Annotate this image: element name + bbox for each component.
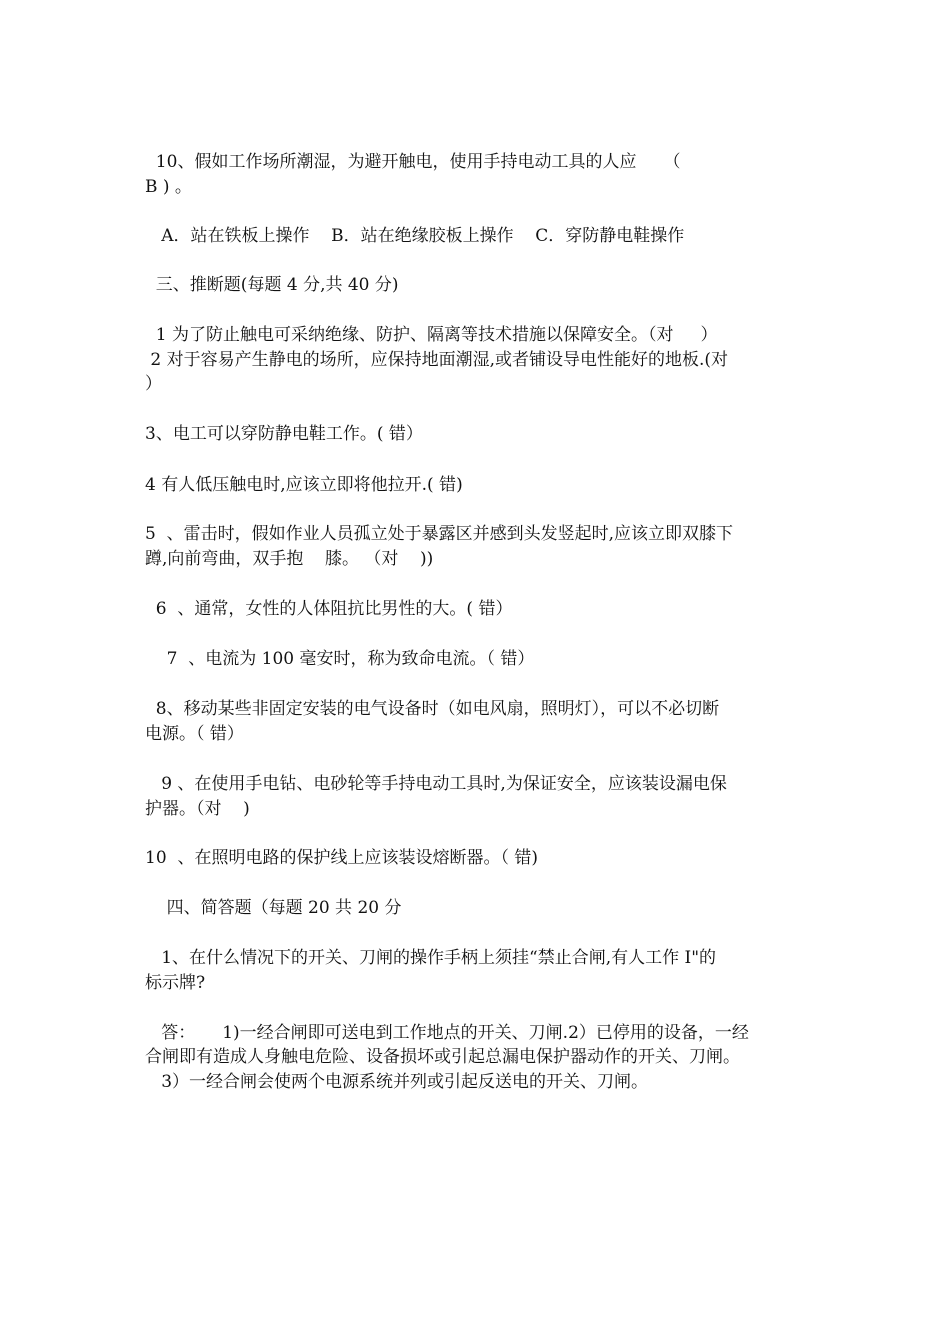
judgment-2-line-1: 2 对于容易产生静电的场所，应保持地面潮湿,或者铺设导电性能好的地板.(对 <box>145 350 729 370</box>
judgment-10: 10 、在照明电路的保护线上应该装设熔断器。（ 错) <box>145 848 538 868</box>
judgment-9-line-1: 9 、在使用手电钻、电砂轮等手持电动工具时,为保证安全，应该装设漏电保 <box>145 774 727 794</box>
short-answer-1-line-2: 标示牌? <box>145 973 206 993</box>
judgment-5-line-1: 5 、雷击时，假如作业人员孤立处于暴露区并感到头发竖起时,应该立即双膝下 <box>145 524 734 544</box>
question-10-line-1: 10、假如工作场所潮湿，为避开触电，使用手持电动工具的人应 （ <box>145 152 681 172</box>
judgment-9-line-2: 护器。（对 ) <box>145 799 250 819</box>
answer-line-2: 合闸即有造成人身触电危险、设备损坏或引起总漏电保护器动作的开关、刀闸。 <box>145 1047 740 1067</box>
short-answer-1-line-1: 1、在什么情况下的开关、刀闸的操作手柄上须挂“禁止合闸,有人工作 I"的 <box>145 948 717 968</box>
judgment-7: 7 、电流为 100 毫安时，称为致命电流。（ 错） <box>145 649 535 669</box>
judgment-5-line-2: 蹲,向前弯曲，双手抱 膝。 （对 )) <box>145 549 434 569</box>
section-3-heading: 三、推断题(每题 4 分,共 40 分) <box>145 275 399 295</box>
question-10-options: A．站在铁板上操作 B．站在绝缘胶板上操作 C．穿防静电鞋操作 <box>145 226 685 246</box>
judgment-4: 4 有人低压触电时,应该立即将他拉开.( 错) <box>145 475 463 495</box>
answer-line-3: 3）一经合闸会使两个电源系统并列或引起反送电的开关、刀闸。 <box>145 1072 649 1092</box>
judgment-2-line-2: ） <box>145 374 162 394</box>
question-10-line-2: B ) 。 <box>145 177 192 197</box>
judgment-8-line-2: 电源。（ 错） <box>145 724 244 744</box>
judgment-6: 6 、通常，女性的人体阻抗比男性的大。( 错） <box>145 599 513 619</box>
answer-line-1: 答： 1)一经合闸即可送电到工作地点的开关、刀闸.2）已停用的设备，一经 <box>145 1023 749 1043</box>
judgment-8-line-1: 8、移动某些非固定安装的电气设备时（如电风扇，照明灯），可以不必切断 <box>145 699 720 719</box>
judgment-3: 3、电工可以穿防静电鞋工作。( 错） <box>145 424 423 444</box>
judgment-1: 1 为了防止触电可采纳绝缘、防护、隔离等技术措施以保障安全。（对 ） <box>145 325 718 345</box>
section-4-heading: 四、简答题（每题 20 共 20 分 <box>145 898 402 918</box>
